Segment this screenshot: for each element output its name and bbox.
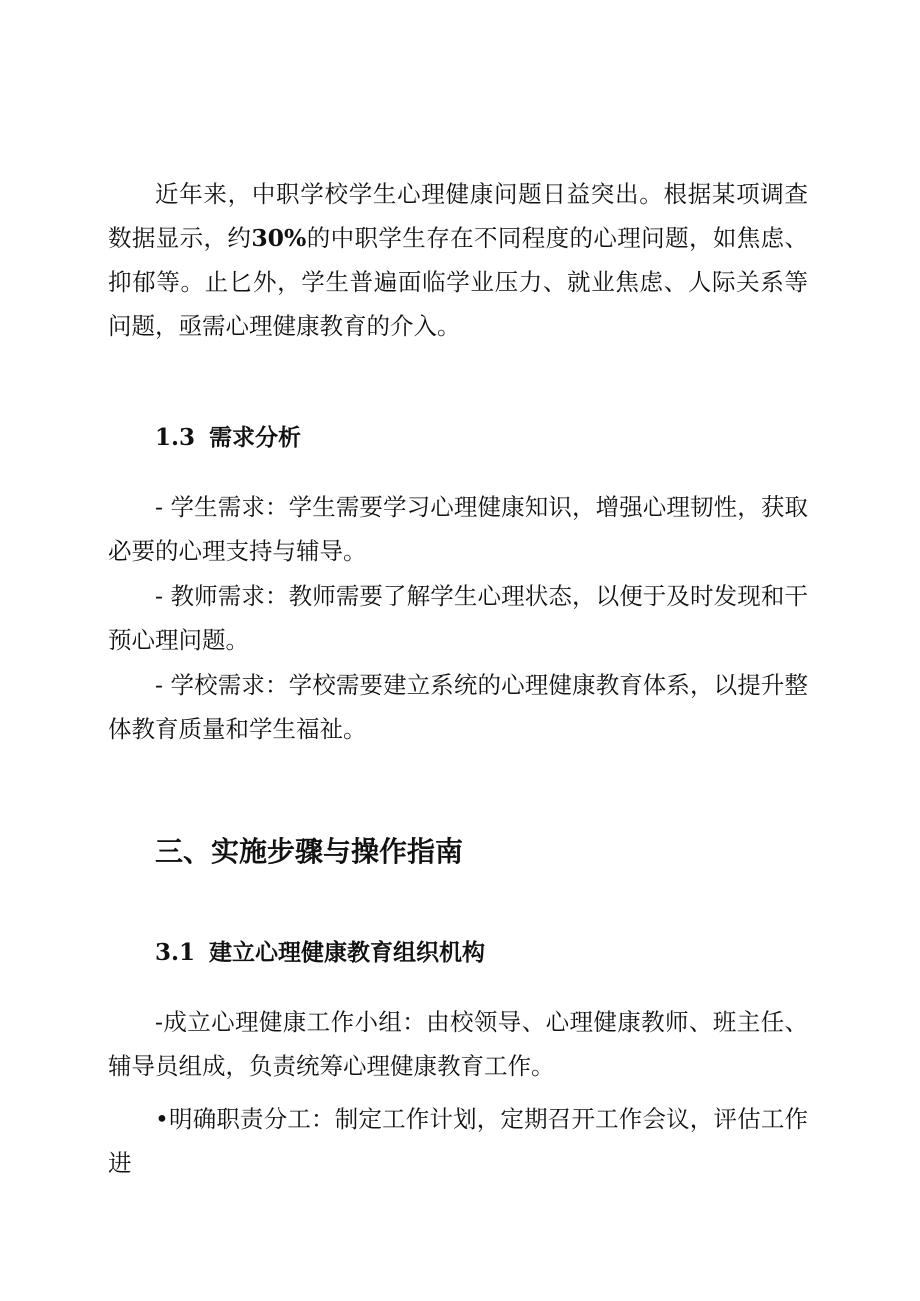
- section-1-3-title: 需求分析: [209, 424, 302, 451]
- intro-percentage: 30%: [251, 224, 307, 252]
- student-needs-item: - 学生需求：学生需要学习心理健康知识，增强心理韧性，获取必要的心理支持与辅导。: [108, 493, 808, 565]
- section-3-1-heading: [155, 938, 485, 968]
- section-3-1-title: 建立心理健康教育组织机构: [209, 939, 486, 966]
- section-1-3-number: 1.3: [155, 424, 196, 451]
- duties-item: •明确职责分工：制定工作计划，定期召开工作会议，评估工作进: [108, 1105, 808, 1177]
- school-needs-item: - 学校需求：学校需要建立系统的心理健康教育体系，以提升整体教育质量和学生福祉。: [108, 671, 808, 743]
- intro-text-part1: 近年来，中职学校学生心理健康问题日益突出。根据某项调查数据显示，约: [108, 180, 808, 252]
- intro-text-part2: 的中职学生存在不同程度的心理问题，如焦虑、抑郁等。止匕外，学生普遍面临学业压力、就业焦虑、人际关系等问题，亟需心理健康教育的介入。: [108, 224, 809, 340]
- section-3-1-number: 3.1: [155, 939, 196, 966]
- chapter-3-heading: 三、实施步骤与操作指南: [155, 835, 464, 868]
- teacher-needs-item: - 教师需求：教师需要了解学生心理状态，以便于及时发现和干预心理问题。: [108, 582, 808, 654]
- work-group-item: -成立心理健康工作小组：由校领导、心理健康教师、班主任、辅导员组成，负责统筹心理健康教育工作。: [108, 1008, 808, 1080]
- section-1-3-heading: [155, 423, 301, 453]
- intro-paragraph: [108, 172, 808, 348]
